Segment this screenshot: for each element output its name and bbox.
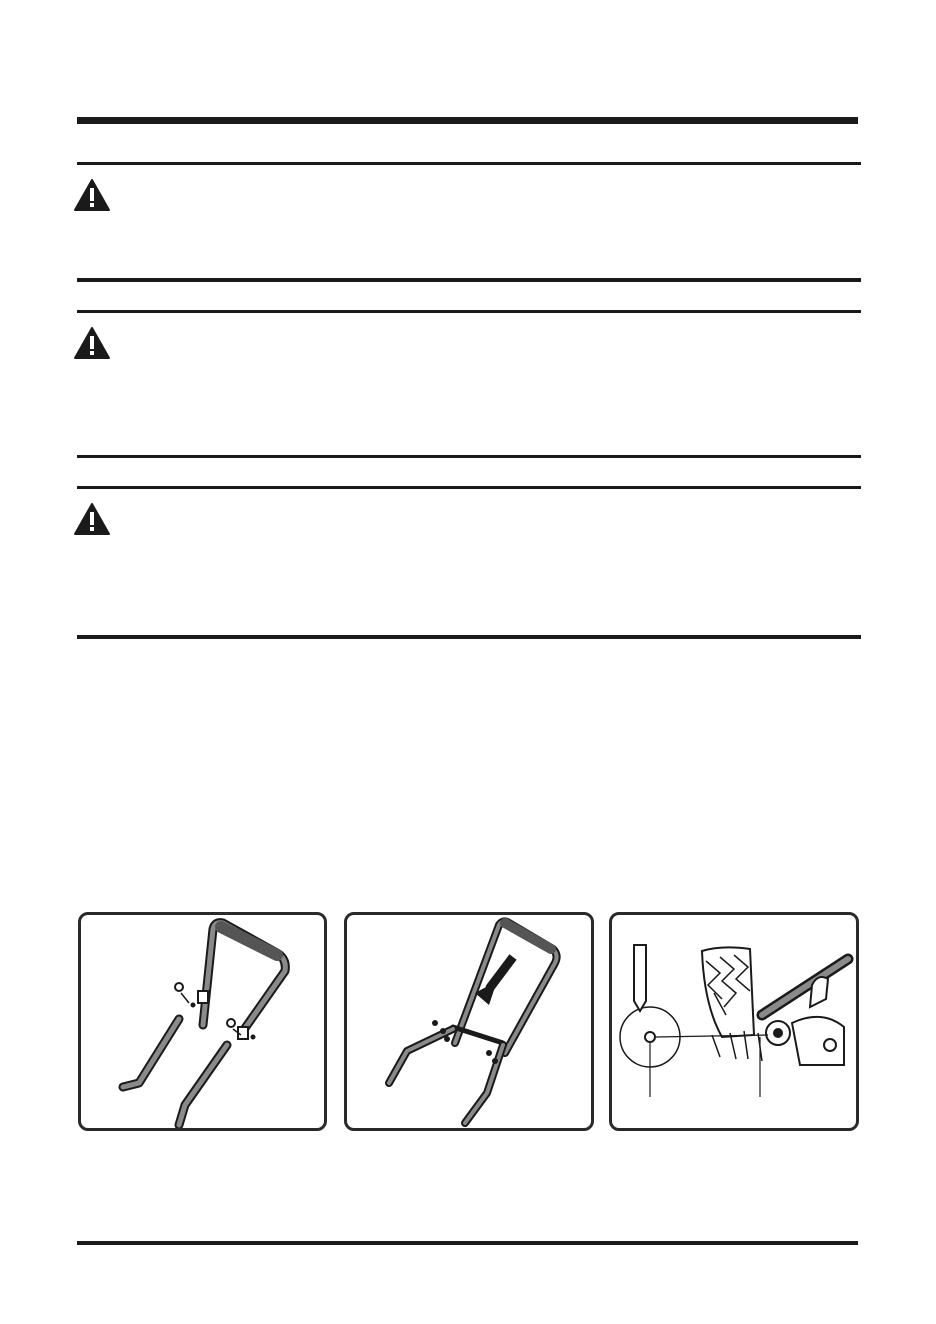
warning-triangle-icon [73, 502, 111, 536]
figure-handle-fold [344, 912, 594, 1131]
footer-rule [77, 1241, 858, 1245]
header-rule [77, 117, 858, 124]
warning-3-bottom-rule [77, 635, 861, 639]
figure-handle-bolt-detail [609, 912, 859, 1131]
warning-triangle-icon [73, 178, 111, 212]
warning-1-bottom-rule [77, 278, 861, 282]
warning-1-top-rule [77, 162, 861, 165]
warning-triangle-icon [73, 326, 111, 360]
figure-handle-assembly [78, 912, 327, 1131]
warning-3-top-rule [77, 486, 861, 489]
warning-2-top-rule [77, 310, 861, 313]
warning-2-bottom-rule [77, 455, 861, 458]
